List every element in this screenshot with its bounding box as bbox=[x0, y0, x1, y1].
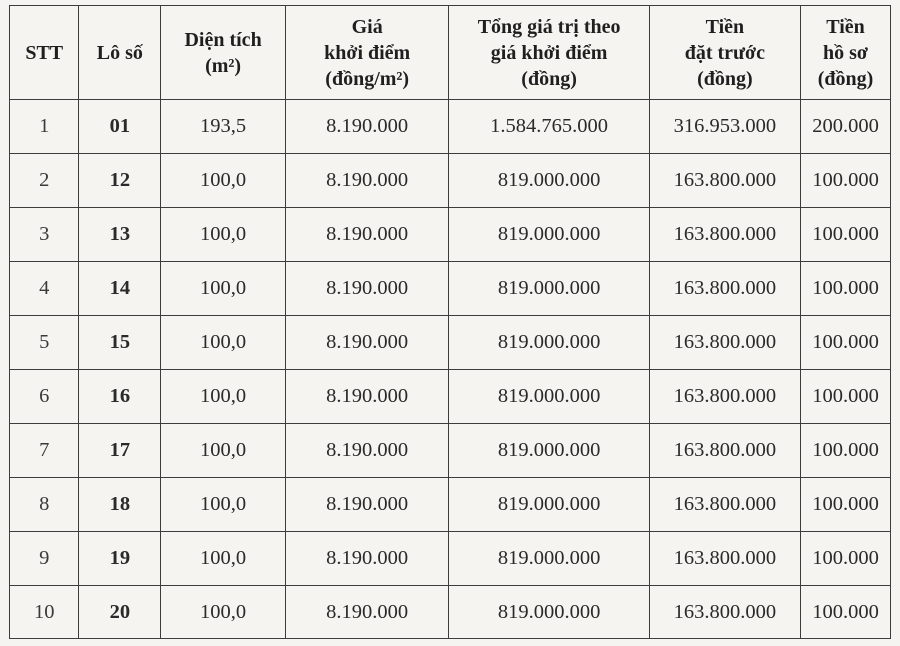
cell-lot-number: 20 bbox=[79, 586, 161, 639]
cell-area: 193,5 bbox=[161, 100, 286, 154]
cell-dossier-fee: 100.000 bbox=[801, 586, 891, 639]
header-starting-price bbox=[285, 6, 449, 100]
cell-starting-price: 8.190.000 bbox=[285, 208, 449, 262]
cell-starting-price: 8.190.000 bbox=[285, 262, 449, 316]
header-line: đặt trước bbox=[684, 41, 766, 64]
cell-dossier-fee: 100.000 bbox=[801, 262, 891, 316]
cell-dossier-fee: 100.000 bbox=[801, 370, 891, 424]
cell-lot-number: 12 bbox=[79, 154, 161, 208]
table-row bbox=[10, 100, 891, 154]
header-line: (đồng) bbox=[697, 67, 753, 90]
cell-lot-number: 15 bbox=[79, 316, 161, 370]
cell-area: 100,0 bbox=[161, 370, 286, 424]
header-stt bbox=[10, 6, 79, 100]
cell-area: 100,0 bbox=[161, 316, 286, 370]
cell-deposit: 163.800.000 bbox=[649, 154, 800, 208]
cell-lot-number: 14 bbox=[79, 262, 161, 316]
header-total-value bbox=[449, 6, 649, 100]
cell-dossier-fee: 100.000 bbox=[801, 478, 891, 532]
cell-starting-price: 8.190.000 bbox=[285, 478, 449, 532]
cell-starting-price: 8.190.000 bbox=[285, 370, 449, 424]
cell-total-value: 819.000.000 bbox=[449, 424, 649, 478]
cell-dossier-fee: 100.000 bbox=[801, 532, 891, 586]
cell-dossier-fee: 100.000 bbox=[801, 154, 891, 208]
header-line: (m²) bbox=[205, 54, 242, 77]
cell-area: 100,0 bbox=[161, 208, 286, 262]
cell-stt: 2 bbox=[10, 154, 79, 208]
cell-total-value: 819.000.000 bbox=[449, 154, 649, 208]
header-line: Diện tích bbox=[184, 28, 262, 51]
cell-total-value: 819.000.000 bbox=[449, 370, 649, 424]
cell-deposit: 163.800.000 bbox=[649, 586, 800, 639]
cell-total-value: 819.000.000 bbox=[449, 478, 649, 532]
table-row bbox=[10, 370, 891, 424]
cell-starting-price: 8.190.000 bbox=[285, 586, 449, 639]
header-line: Giá bbox=[351, 15, 383, 38]
header-line: Tiền bbox=[705, 15, 745, 38]
cell-area: 100,0 bbox=[161, 262, 286, 316]
cell-deposit: 163.800.000 bbox=[649, 424, 800, 478]
cell-lot-number: 16 bbox=[79, 370, 161, 424]
header-line: Lô số bbox=[96, 41, 143, 64]
cell-dossier-fee: 100.000 bbox=[801, 424, 891, 478]
header-line: Tổng giá trị theo bbox=[477, 15, 621, 38]
cell-deposit: 163.800.000 bbox=[649, 478, 800, 532]
cell-deposit: 163.800.000 bbox=[649, 370, 800, 424]
cell-area: 100,0 bbox=[161, 586, 286, 639]
header-area bbox=[161, 6, 286, 100]
cell-stt: 5 bbox=[10, 316, 79, 370]
cell-total-value: 819.000.000 bbox=[449, 316, 649, 370]
table-row bbox=[10, 208, 891, 262]
cell-stt: 6 bbox=[10, 370, 79, 424]
cell-stt: 3 bbox=[10, 208, 79, 262]
cell-deposit: 316.953.000 bbox=[649, 100, 800, 154]
cell-starting-price: 8.190.000 bbox=[285, 424, 449, 478]
cell-total-value: 1.584.765.000 bbox=[449, 100, 649, 154]
header-line: (đồng) bbox=[817, 67, 874, 90]
cell-total-value: 819.000.000 bbox=[449, 532, 649, 586]
table-row bbox=[10, 478, 891, 532]
cell-stt: 7 bbox=[10, 424, 79, 478]
header-line: giá khởi điểm bbox=[490, 41, 608, 64]
cell-total-value: 819.000.000 bbox=[449, 586, 649, 639]
cell-deposit: 163.800.000 bbox=[649, 532, 800, 586]
cell-dossier-fee: 200.000 bbox=[801, 100, 891, 154]
header-line: Tiền bbox=[826, 15, 865, 38]
table-row bbox=[10, 586, 891, 639]
cell-lot-number: 13 bbox=[79, 208, 161, 262]
cell-stt: 1 bbox=[10, 100, 79, 154]
cell-dossier-fee: 100.000 bbox=[801, 316, 891, 370]
cell-starting-price: 8.190.000 bbox=[285, 316, 449, 370]
cell-area: 100,0 bbox=[161, 478, 286, 532]
cell-deposit: 163.800.000 bbox=[649, 316, 800, 370]
table-row bbox=[10, 532, 891, 586]
cell-starting-price: 8.190.000 bbox=[285, 154, 449, 208]
cell-starting-price: 8.190.000 bbox=[285, 532, 449, 586]
cell-lot-number: 18 bbox=[79, 478, 161, 532]
cell-starting-price: 8.190.000 bbox=[285, 100, 449, 154]
header-line: (đồng/m²) bbox=[325, 67, 410, 90]
header-line: khởi điểm bbox=[324, 41, 411, 64]
cell-area: 100,0 bbox=[161, 424, 286, 478]
cell-stt: 8 bbox=[10, 478, 79, 532]
table-row bbox=[10, 424, 891, 478]
cell-area: 100,0 bbox=[161, 532, 286, 586]
table-row bbox=[10, 262, 891, 316]
cell-stt: 4 bbox=[10, 262, 79, 316]
cell-deposit: 163.800.000 bbox=[649, 262, 800, 316]
land-lot-table bbox=[9, 5, 891, 639]
header-lot-number bbox=[79, 6, 161, 100]
cell-lot-number: 17 bbox=[79, 424, 161, 478]
header-row bbox=[10, 6, 891, 100]
header-line: STT bbox=[25, 41, 64, 64]
table-row bbox=[10, 316, 891, 370]
cell-lot-number: 01 bbox=[79, 100, 161, 154]
cell-total-value: 819.000.000 bbox=[449, 262, 649, 316]
cell-total-value: 819.000.000 bbox=[449, 208, 649, 262]
header-line: hồ sơ bbox=[823, 41, 868, 64]
cell-area: 100,0 bbox=[161, 154, 286, 208]
table-row bbox=[10, 154, 891, 208]
cell-dossier-fee: 100.000 bbox=[801, 208, 891, 262]
table-body bbox=[10, 100, 891, 639]
table-header bbox=[10, 6, 891, 100]
cell-lot-number: 19 bbox=[79, 532, 161, 586]
cell-stt: 9 bbox=[10, 532, 79, 586]
header-deposit bbox=[649, 6, 800, 100]
cell-deposit: 163.800.000 bbox=[649, 208, 800, 262]
cell-stt: 10 bbox=[10, 586, 79, 639]
header-dossier-fee bbox=[801, 6, 891, 100]
header-line: (đồng) bbox=[521, 67, 577, 90]
